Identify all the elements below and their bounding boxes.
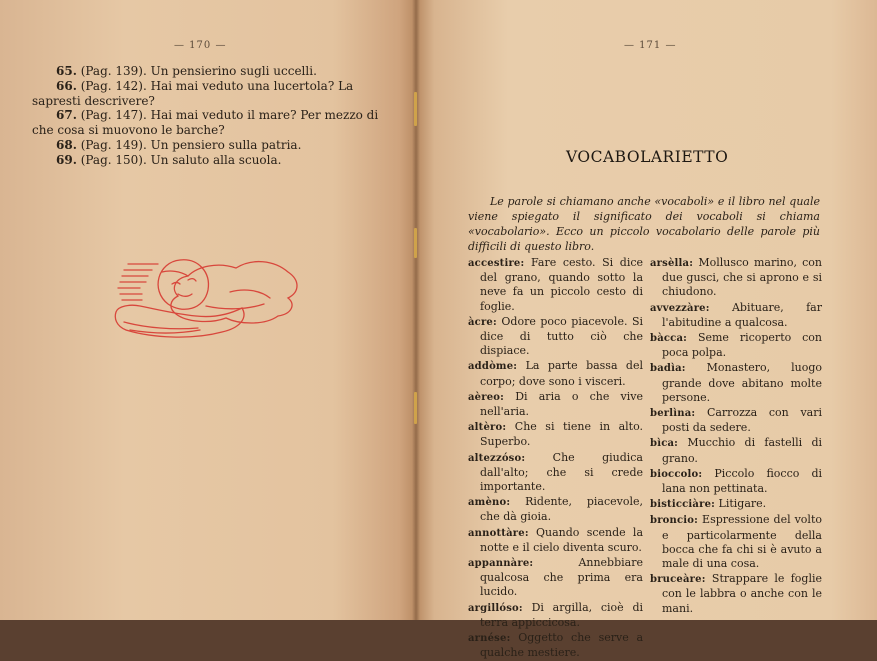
right-page bbox=[416, 0, 877, 660]
glossary-entry bbox=[468, 601, 643, 630]
left-page bbox=[0, 0, 416, 620]
glossary-entry bbox=[468, 420, 643, 449]
headword: broncio: bbox=[650, 515, 699, 527]
list-item bbox=[32, 153, 382, 168]
item-number: 68. bbox=[56, 137, 77, 152]
headword: bìca: bbox=[650, 438, 679, 450]
definition: Che giudica dall'alto; che si crede importante. bbox=[480, 450, 643, 494]
definition: Odore poco piacevole. Si dice di tutto ciò che dispiace. bbox=[480, 314, 644, 358]
headword: aèreo: bbox=[468, 391, 505, 403]
headword: arsèlla: bbox=[650, 258, 694, 269]
intro-text: Le parole si chiamano anche «vocaboli» e il libro nel quale viene spiegato il significato dei vocaboli si chiama «vocabolario». Ecco un piccolo vocabolario delle parole più difficili di questo libro. bbox=[468, 195, 820, 253]
headword: bioccolo: bbox=[650, 468, 703, 480]
glossary-entry bbox=[468, 495, 643, 524]
definition: Espressione del volto e particolarmente della bocca che fa chi si è avuto a male di una cosa. bbox=[662, 513, 822, 571]
definition: Oggetto che serve a qualche mestiere. bbox=[480, 631, 644, 660]
glossary-entry bbox=[468, 556, 643, 600]
headword: argillóso: bbox=[468, 602, 523, 614]
glossary-entry bbox=[468, 390, 643, 419]
definition: Piccolo fiocco di lana non pettinata. bbox=[662, 466, 823, 496]
glossary-entry bbox=[650, 436, 822, 465]
glossary-column-2 bbox=[650, 256, 822, 617]
glossary-entry bbox=[650, 467, 822, 496]
headword: amèno: bbox=[468, 497, 511, 509]
definition: Carrozza con vari posti da sedere. bbox=[662, 406, 822, 435]
item-text: (Pag. 139). Un pensierino sugli uccelli. bbox=[80, 64, 317, 78]
glossary-entry bbox=[650, 572, 822, 616]
headword: badìa: bbox=[650, 363, 686, 375]
headword: bàcca: bbox=[650, 333, 688, 345]
definition: Litigare. bbox=[718, 497, 767, 511]
staple-lower bbox=[414, 392, 417, 424]
headword: berlìna: bbox=[650, 408, 696, 420]
definition: Seme ricoperto con poca polpa. bbox=[662, 331, 822, 360]
definition: Abituare, far l'abitudine a qualcosa. bbox=[662, 300, 822, 329]
headword: avvezzàre: bbox=[650, 302, 710, 314]
sleeping-cloud-drawing bbox=[110, 250, 300, 350]
headword: appannàre: bbox=[468, 558, 534, 570]
staple-top bbox=[414, 92, 417, 126]
headword: àcre: bbox=[468, 316, 497, 328]
headword: addòme: bbox=[468, 361, 518, 373]
item-number: 66. bbox=[56, 78, 77, 93]
headword: bruceàre: bbox=[650, 574, 706, 586]
item-text: (Pag. 147). Hai mai veduto il mare? Per mezzo di che cosa si muovono le barche? bbox=[32, 108, 379, 138]
glossary-entry bbox=[468, 451, 643, 495]
definition: Fare cesto. Si dice del grano, quando sotto la neve fa un piccolo cesto di foglie. bbox=[480, 256, 644, 313]
list-item bbox=[32, 64, 382, 79]
headword: arnése: bbox=[468, 633, 511, 645]
definition: Annebbiare qualcosa che prima era lucido. bbox=[480, 556, 643, 599]
list-item bbox=[32, 108, 382, 138]
glossary-entry bbox=[468, 256, 643, 314]
glossary-entry bbox=[650, 497, 822, 512]
item-number: 69. bbox=[56, 152, 77, 167]
item-number: 65. bbox=[56, 64, 77, 78]
definition: Di argilla, cioè di terra appiccicosa. bbox=[480, 600, 644, 629]
exercise-list bbox=[32, 64, 382, 168]
page-number-left: — 170 — bbox=[174, 40, 227, 51]
headword: bisticciàre: bbox=[650, 499, 716, 511]
page-title: VOCABOLARIETTO bbox=[566, 148, 729, 166]
glossary-entry bbox=[468, 526, 643, 555]
headword: altèro: bbox=[468, 422, 507, 434]
definition: Ridente, piacevole, che dà gioia. bbox=[480, 495, 643, 524]
definition: Monastero, luogo grande dove abitano molte persone. bbox=[662, 361, 822, 404]
glossary-entry bbox=[468, 315, 643, 359]
glossary-entry bbox=[650, 301, 822, 330]
headword: altezzóso: bbox=[468, 452, 526, 464]
headword: accestire: bbox=[468, 258, 525, 269]
glossary-entry bbox=[650, 361, 822, 405]
item-text: (Pag. 142). Hai mai veduto una lucertola? La sapresti descrivere? bbox=[32, 78, 354, 108]
definition: Mollusco marino, con due gusci, che si aprono e si chiudono. bbox=[662, 256, 823, 299]
item-text: (Pag. 150). Un saluto alla scuola. bbox=[80, 152, 282, 167]
staple-middle bbox=[414, 228, 417, 258]
page-number-right: — 171 — bbox=[624, 40, 677, 51]
list-item bbox=[32, 79, 382, 109]
item-number: 67. bbox=[56, 108, 77, 123]
glossary-entry bbox=[650, 513, 822, 571]
intro-paragraph bbox=[468, 194, 820, 254]
glossary-entry bbox=[650, 331, 822, 360]
glossary-column-1 bbox=[468, 256, 643, 661]
definition: Mucchio di fastelli di grano. bbox=[662, 436, 822, 465]
glossary-entry bbox=[650, 406, 822, 435]
definition: Strappare le foglie con le labbra o anche con le mani. bbox=[662, 572, 823, 615]
glossary-entry bbox=[650, 256, 822, 300]
definition: Quando scende la notte e il cielo diventa scuro. bbox=[480, 525, 643, 554]
item-text: (Pag. 149). Un pensiero sulla patria. bbox=[80, 137, 302, 152]
list-item bbox=[32, 138, 382, 153]
glossary-entry bbox=[468, 359, 643, 388]
definition: La parte bassa del corpo; dove sono i visceri. bbox=[480, 359, 643, 388]
definition: Che si tiene in alto. Superbo. bbox=[480, 420, 643, 449]
glossary-entry bbox=[468, 631, 643, 660]
definition: Di aria o che vive nell'aria. bbox=[480, 389, 643, 419]
headword: annottàre: bbox=[468, 527, 529, 539]
